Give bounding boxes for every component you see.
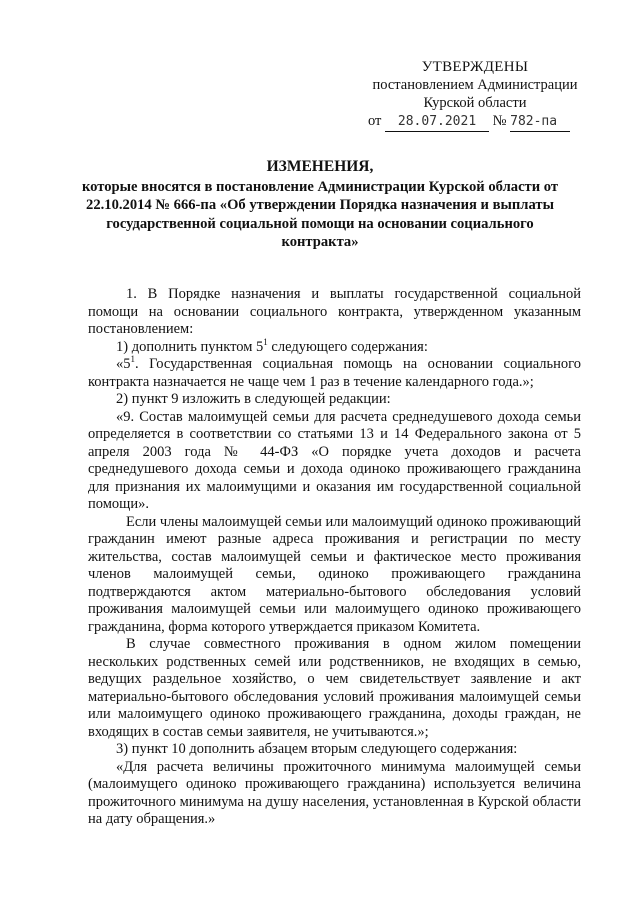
- title-heading: ИЗМЕНЕНИЯ,: [266, 158, 374, 175]
- document-body: [88, 286, 581, 829]
- paragraph-9: «Для расчета величины прожиточного минимума малоимущей семьи (малоимущего одиноко проживающего гражданина) используется величина прожиточного минимума на душу населения, установленная в Курской области на дату обращения.»: [88, 758, 581, 827]
- paragraph-5: «9. Состав малоимущей семьи для расчета среднедушевого дохода семьи определяется в соответствии со статьями 13 и 14 Федерального закона от 5 апреля 2003 года № 44-ФЗ «О порядке учета доходов и расчета среднедушевого дохода семьи и дохода одиноко проживающего гражданина для признания их малоимущими и оказания им государственной социальной помощи».: [88, 408, 581, 512]
- decree-date: 28.07.2021: [397, 114, 477, 129]
- paragraph-3: «$5^1$. Государственная социальная помощь на основании социального контракта назначается не чаще чем 1 раз в течение календарного года.»;: [88, 354, 581, 390]
- approval-block: [360, 58, 590, 132]
- approval-heading: УТВЕРЖДЕНЫ: [421, 59, 529, 75]
- document-title: [80, 158, 560, 252]
- date-prefix: от: [368, 113, 382, 129]
- number-prefix: №: [492, 113, 507, 129]
- decree-number: 782-па: [510, 114, 558, 129]
- paragraph-8: 3) пункт 10 дополнить абзацем вторым следующего содержания:: [116, 741, 518, 757]
- paragraph-4: 2) пункт 9 изложить в следующей редакции:: [116, 391, 391, 407]
- paragraph-7: В случае совместного проживания в одном жилом помещении нескольких родственных семей или родственников, не входящих в семью, ведущих раздельное хозяйство, о чем свидетельствует заявление и акт материально-бытового обследования условий проживания малоимущей семьи или малоимущего одиноко проживающего гражданина, доходы граждан, не входящих в состав семьи заявителя, не учитываются.»;: [88, 636, 581, 740]
- paragraph-1: 1. В Порядке назначения и выплаты государственной социальной помощи на основании социального контракта, утвержденном указанным постановлением:: [88, 286, 581, 337]
- approval-line-1: постановлением Администрации: [372, 77, 578, 93]
- paragraph-6: Если члены малоимущей семьи или малоимущий одиноко проживающий гражданин имеют разные адреса проживания и регистрации по месту жительства, состав малоимущей семьи и фактическое место проживания членов малоимущей семьи, одиноко проживающего гражданина подтверждаются актом материально-бытового обследования условий проживания малоимущей семьи или малоимущего одиноко проживающего гражданина, форма которого утверждается приказом Комитета.: [88, 513, 581, 635]
- approval-date-line: [360, 112, 590, 132]
- paragraph-2: 1) дополнить пунктом $5^1$ следующего содержания:: [116, 336, 428, 355]
- approval-line-2: Курской области: [423, 95, 527, 111]
- title-subheading: которые вносятся в постановление Администрации Курской области от 22.10.2014 № 666-па «Об утверждении Порядка назначения и выплаты государственной социальной помощи на основании социального контракта»: [81, 178, 559, 250]
